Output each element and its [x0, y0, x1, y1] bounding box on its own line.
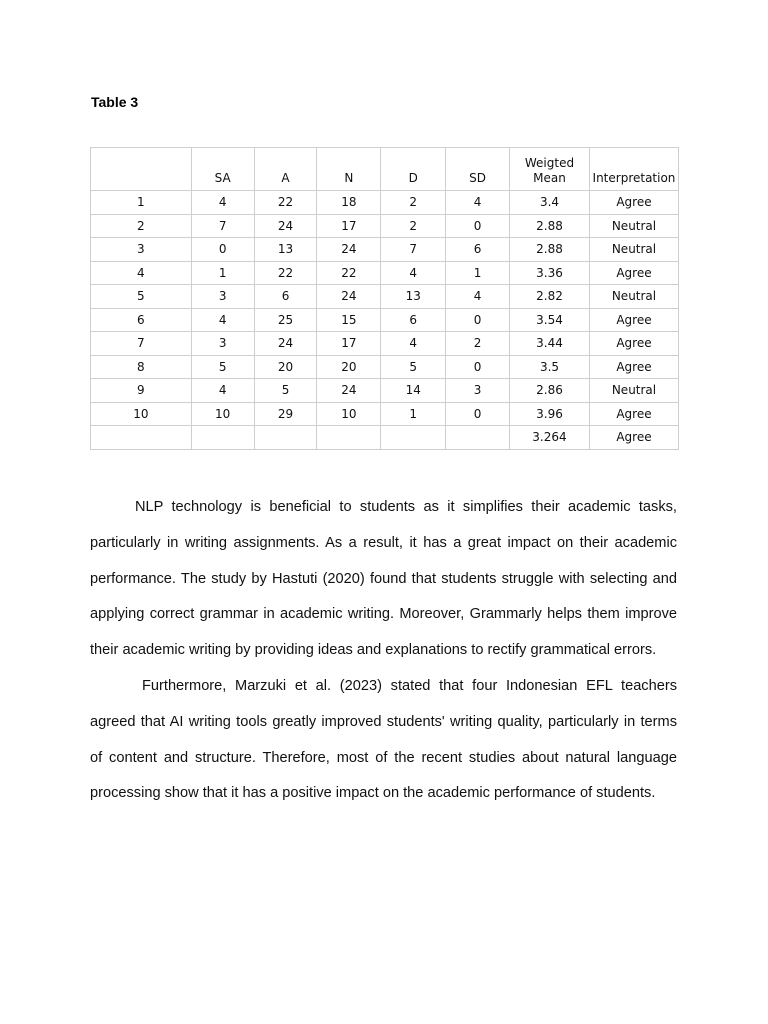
table-cell: 22	[317, 261, 381, 285]
table-cell: 3.54	[510, 308, 590, 332]
table-cell: 6	[381, 308, 446, 332]
table-cell: 4	[191, 379, 254, 403]
table-cell: Neutral	[589, 285, 678, 309]
table-cell: 1	[191, 261, 254, 285]
header-cell-interpretation: Interpretation	[589, 148, 678, 191]
table-cell: 3	[191, 285, 254, 309]
table-cell: 2.82	[510, 285, 590, 309]
header-cell-n: N	[317, 148, 381, 191]
table-cell: 13	[381, 285, 446, 309]
table-cell: 24	[317, 285, 381, 309]
table-cell: 20	[254, 355, 317, 379]
table-cell: 2	[446, 332, 510, 356]
table-cell: 4	[381, 261, 446, 285]
table-cell	[91, 426, 192, 450]
table-title: Table 3	[91, 94, 139, 110]
survey-results-table	[90, 147, 679, 450]
table-cell: 0	[446, 214, 510, 238]
table-cell: 17	[317, 332, 381, 356]
table-row	[91, 355, 679, 379]
table-cell: 4	[191, 191, 254, 215]
table-row	[91, 332, 679, 356]
table-cell: 4	[191, 308, 254, 332]
table-cell: 3.36	[510, 261, 590, 285]
table-row	[91, 191, 679, 215]
table-cell: 3.96	[510, 402, 590, 426]
table-cell: 0	[191, 238, 254, 262]
table-cell: 5	[381, 355, 446, 379]
header-cell-d: D	[381, 148, 446, 191]
table-row	[91, 214, 679, 238]
table-cell: 4	[446, 285, 510, 309]
table-cell: 3	[446, 379, 510, 403]
table-cell: Agree	[589, 402, 678, 426]
table-cell: Agree	[589, 261, 678, 285]
table-row	[91, 238, 679, 262]
table-cell	[254, 426, 317, 450]
table-cell: 8	[91, 355, 192, 379]
table-cell: Agree	[589, 332, 678, 356]
paragraph: Furthermore, Marzuki et al. (2023) stated that four Indonesian EFL teachers agreed that AI writing tools greatly improved students' writing quality, particularly in terms of content and structure. Therefore, most of the recent studies about natural language processing show that it has a positive impact on the academic performance of students.	[90, 677, 677, 802]
table-cell: 5	[91, 285, 192, 309]
table-cell	[381, 426, 446, 450]
table-cell: 3.5	[510, 355, 590, 379]
table-cell: 1	[446, 261, 510, 285]
table-row	[91, 261, 679, 285]
table-row	[91, 285, 679, 309]
table-cell: 7	[191, 214, 254, 238]
table-cell: 7	[381, 238, 446, 262]
table-cell: 7	[91, 332, 192, 356]
table-cell: 1	[381, 402, 446, 426]
table-cell: 2.88	[510, 214, 590, 238]
table-cell: 20	[317, 355, 381, 379]
table-cell: 3	[191, 332, 254, 356]
table-cell: 5	[191, 355, 254, 379]
table-cell: Neutral	[589, 238, 678, 262]
table-cell: 4	[381, 332, 446, 356]
table-header-row	[91, 148, 679, 191]
table-cell: 2	[91, 214, 192, 238]
table-cell: 2.86	[510, 379, 590, 403]
table-cell	[191, 426, 254, 450]
table-cell: 22	[254, 191, 317, 215]
table-cell: 10	[317, 402, 381, 426]
table-cell: 6	[446, 238, 510, 262]
table-cell: 24	[254, 214, 317, 238]
table-cell: Agree	[589, 355, 678, 379]
table-cell: 9	[91, 379, 192, 403]
table-cell: 2	[381, 191, 446, 215]
table-cell: 1	[91, 191, 192, 215]
table-body	[91, 191, 679, 450]
header-cell-row-number	[91, 148, 192, 191]
table-cell: 22	[254, 261, 317, 285]
table-cell: 10	[191, 402, 254, 426]
table-cell: 24	[317, 238, 381, 262]
table-cell: 0	[446, 402, 510, 426]
table-cell: 3.44	[510, 332, 590, 356]
table-cell: 13	[254, 238, 317, 262]
table-cell: Agree	[589, 191, 678, 215]
table-cell: 10	[91, 402, 192, 426]
table-cell: Agree	[589, 308, 678, 332]
table-row	[91, 426, 679, 450]
table-cell: 4	[91, 261, 192, 285]
table-cell: 5	[254, 379, 317, 403]
table-cell: 3.264	[510, 426, 590, 450]
table-cell: 29	[254, 402, 317, 426]
table-cell: 17	[317, 214, 381, 238]
table-cell: 18	[317, 191, 381, 215]
table-cell: 4	[446, 191, 510, 215]
header-cell-sd: SD	[446, 148, 510, 191]
table-row	[91, 402, 679, 426]
table-cell: Agree	[589, 426, 678, 450]
header-cell-sa: SA	[191, 148, 254, 191]
table-cell: Neutral	[589, 379, 678, 403]
table-cell: 0	[446, 355, 510, 379]
table-row	[91, 308, 679, 332]
table-cell: 6	[254, 285, 317, 309]
table-cell: 24	[317, 379, 381, 403]
table-cell: 24	[254, 332, 317, 356]
table-cell: 15	[317, 308, 381, 332]
table-row	[91, 379, 679, 403]
header-cell-a: A	[254, 148, 317, 191]
paragraph: NLP technology is beneficial to students as it simplifies their academic tasks, particularly in writing assignments. As a result, it has a great impact on their academic performance. The study by Hastuti (2020) found that students struggle with selecting and applying correct grammar in academic writing. Moreover, Grammarly helps them improve their academic writing by providing ideas and explanations to rectify grammatical errors.	[90, 499, 677, 659]
table-cell: 3	[91, 238, 192, 262]
table-cell: 0	[446, 308, 510, 332]
table-cell	[446, 426, 510, 450]
table-cell	[317, 426, 381, 450]
table-cell: 3.4	[510, 191, 590, 215]
table-cell: 25	[254, 308, 317, 332]
table-cell: 2	[381, 214, 446, 238]
table-cell: 2.88	[510, 238, 590, 262]
table-cell: 6	[91, 308, 192, 332]
table-cell: Neutral	[589, 214, 678, 238]
body-text	[90, 490, 677, 812]
table-cell: 14	[381, 379, 446, 403]
header-cell-weighted-mean: Weigted Mean	[510, 148, 590, 191]
